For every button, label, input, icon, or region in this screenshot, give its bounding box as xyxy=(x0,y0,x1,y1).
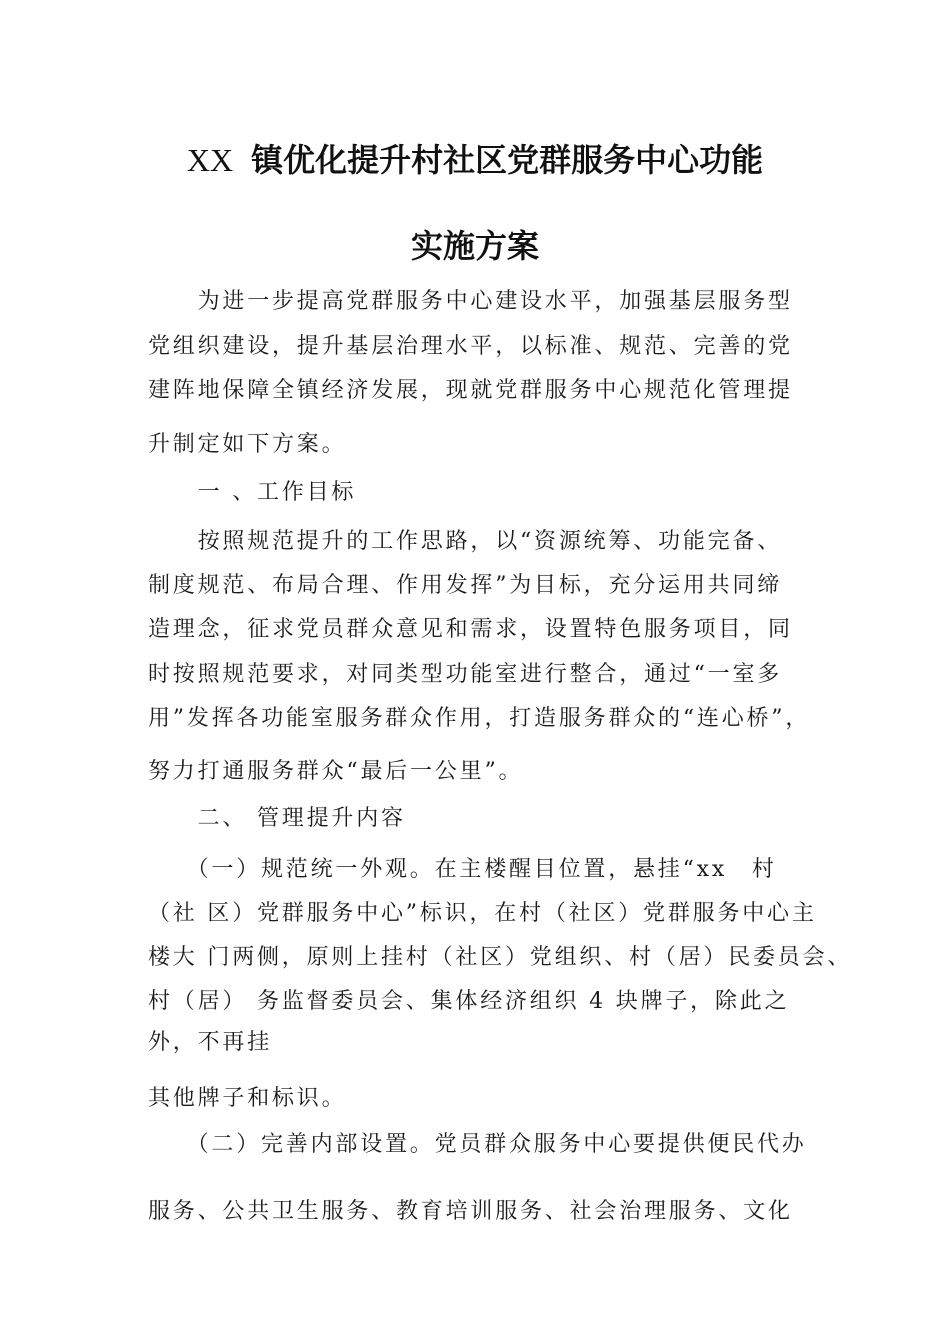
title-main: 镇优化提升村社区党群服务中心功能 xyxy=(251,141,764,179)
body-line-2: 党组织建设，提升基层治理水平，以标准、规范、完善的党 xyxy=(148,334,793,359)
body-line-5: 按照规范提升的工作思路，以“资源统筹、功能完备、 xyxy=(148,529,783,554)
body-line-13: 楼大 门两侧，原则上挂村（社区）党组织、村（居）民委员会、 xyxy=(148,945,853,970)
title-prefix: XX xyxy=(186,142,234,178)
body-line-18: 服务、公共卫生服务、教育培训服务、社会治理服务、文化 xyxy=(148,1199,793,1224)
body-line-7: 造理念，征求党员群众意见和需求，设置特色服务项目，同 xyxy=(148,617,793,642)
body-line-12: （社 区）党群服务中心”标识，在村（社区）党群服务中心主 xyxy=(148,901,817,926)
body-line-1: 为进一步提高党群服务中心建设水平，加强基层服务型 xyxy=(148,289,793,314)
body-line-9: 用”发挥各功能室服务群众作用，打造服务群众的“连心桥”， xyxy=(148,706,811,731)
body-line-4: 升制定如下方案。 xyxy=(148,432,347,457)
body-line-10: 努力打通服务群众“最后一公里”。 xyxy=(148,759,524,784)
body-line-17: （二）完善内部设置。党员群众服务中心要提供便民代办 xyxy=(148,1132,807,1157)
body-line-3: 建阵地保障全镇经济发展，现就党群服务中心规范化管理提 xyxy=(148,378,793,403)
section-heading-2: 二、 管理提升内容 xyxy=(148,806,406,831)
body-line-15: 外，不再挂 xyxy=(148,1030,273,1055)
body-line-6: 制度规范、布局合理、作用发挥”为目标，充分运用共同缔 xyxy=(148,573,783,598)
body-line-14: 村（居） 务监督委员会、集体经济组织 4 块牌子，除此之 xyxy=(148,989,790,1014)
section-heading-1: 一 、工作目标 xyxy=(148,480,357,505)
document-title-line-1 xyxy=(0,140,950,180)
document-title-line-2: 实施方案 xyxy=(410,227,539,265)
body-line-8: 时按照规范要求，对同类型功能室进行整合，通过“一室多 xyxy=(148,662,783,687)
body-line-16: 其他牌子和标识。 xyxy=(148,1086,347,1111)
body-line-11: （一）规范统一外观。在主楼醒目位置，悬挂“xx 村 xyxy=(148,857,777,882)
